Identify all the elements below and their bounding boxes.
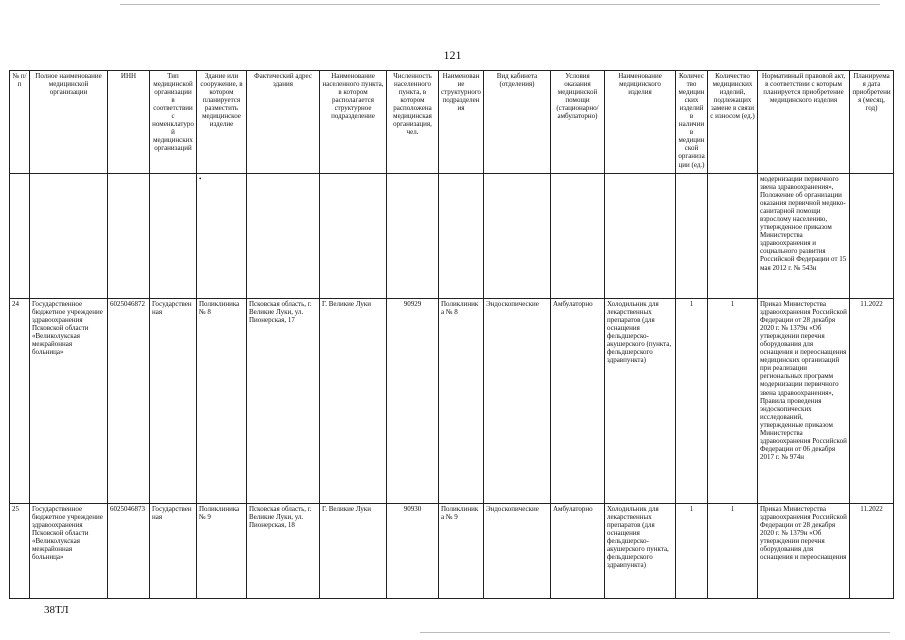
page-footer-code: 38ТЛ [44, 604, 69, 616]
equipment-table [9, 70, 894, 599]
col-header-building: Здание или сооружение, в котором планируется разместить медицинское изделие [197, 71, 247, 174]
table-row [10, 299, 894, 504]
cell-qty-available: 1 [676, 299, 708, 504]
cell-settlement: Г. Великие Луки [320, 504, 387, 599]
table-row [10, 504, 894, 599]
table-header-row [10, 71, 894, 174]
col-header-qty-available: Количество медицинских изделий в наличии в медицинской организации (ед.) [676, 71, 708, 174]
col-header-date: Планируемая дата приобретения (месяц, год) [850, 71, 894, 174]
cell-num: 25 [10, 504, 30, 599]
col-header-org: Полное наименование медицинской организации [30, 71, 108, 174]
cell-address: Псковская область, г. Великие Луки, ул. Пионерская, 18 [247, 504, 320, 599]
cell-regulation: модернизации первичного звена здравоохранения», Положение об организации оказания первичной медико-санитарной помощи взрослому населению, утвержденное приказом Министерства здравоохранения и социального развития Российской Федерации от 15 мая 2012 г. № 543н [758, 174, 850, 299]
cell-qty-available: 1 [676, 504, 708, 599]
page-number: 121 [443, 48, 462, 62]
cell-conditions: Амбулаторно [551, 299, 605, 504]
cell-org: Государственное бюджетное учреждение здравоохранения Псковской области «Великолукская межрайонная больница» [30, 504, 108, 599]
col-header-type: Тип медицинской организации в соответствии с номенклатурой медицинских организаций [150, 71, 197, 174]
cell-settlement: Г. Великие Луки [320, 299, 387, 504]
cell-date: 11.2022 [850, 299, 894, 504]
cell-device: Холодильник для лекарственных препаратов (для оснащения фельдшерско-акушерского (пункта, фельдшерского здравпункта) [605, 299, 676, 504]
cell-division: Поликлиника № 9 [439, 504, 484, 599]
cell-building: Поликлиника № 9 [197, 504, 247, 599]
cell-population: 90929 [387, 299, 439, 504]
cell-cabinet: Эндоскопические [484, 299, 551, 504]
cell-conditions: Амбулаторно [551, 504, 605, 599]
col-header-qty-replace: Количество медицинских изделий, подлежащих замене в связи с износом (ед.) [708, 71, 758, 174]
cell-division: Поликлиника № 8 [439, 299, 484, 504]
cell-type: Государственная [150, 299, 197, 504]
col-header-division: Наименование структурного подразделения [439, 71, 484, 174]
scan-edge-bottom [420, 632, 890, 633]
col-header-device: Наименование медицинского изделия [605, 71, 676, 174]
col-header-cabinet: Вид кабинета (отделения) [484, 71, 551, 174]
cell-inn: 6025046873 [108, 504, 150, 599]
col-header-conditions: Условия оказания медицинской помощи (стационарно/амбулаторно) [551, 71, 605, 174]
col-header-population: Численность населенного пункта, в котором расположена медицинская организация, чел. [387, 71, 439, 174]
cell-address: Псковская область, г. Великие Луки, ул. Пионерская, 17 [247, 299, 320, 504]
cell-qty-replace: 1 [708, 299, 758, 504]
cell-date: 11.2022 [850, 504, 894, 599]
scan-edge-top [120, 4, 880, 5]
cell-regulation: Приказ Министерства здравоохранения Российской Федерации от 28 декабря 2020 г. № 1379н «Об утверждении перечня оборудования для оснащения и переоснащения медицинских организаций при реализации региональных программ модернизации первичного звена здравоохранения», Правила проведения эндоскопических исследований, утвержденные приказом Министерства здравоохранения Российской Федерации от 06 декабря 2017 г. № 974н [758, 299, 850, 504]
cell-inn: 6025046872 [108, 299, 150, 504]
cell-type: Государственная [150, 504, 197, 599]
cell-num: 24 [10, 299, 30, 504]
col-header-settlement: Наименование населенного пункта, в котором располагается структурное подразделение [320, 71, 387, 174]
cell-population: 90930 [387, 504, 439, 599]
col-header-address: Фактический адрес здания [247, 71, 320, 174]
table-row-continuation [10, 174, 894, 299]
cell-org: Государственное бюджетное учреждение здравоохранения Псковской области «Великолукская межрайонная больница» [30, 299, 108, 504]
col-header-inn: ИНН [108, 71, 150, 174]
cell-cabinet: Эндоскопические [484, 504, 551, 599]
cell-qty-replace: 1 [708, 504, 758, 599]
cell-device: Холодильник для лекарственных препаратов (для оснащения фельдшерско-акушерского пункта, фельдшерского здравпункта) [605, 504, 676, 599]
col-header-regulation: Нормативный правовой акт, в соответствии с которым планируется приобретение медицинского изделия [758, 71, 850, 174]
cell-regulation: Приказ Министерства здравоохранения Российской Федерации от 28 декабря 2020 г. № 1379н «Об утверждении перечня оборудования для оснащения и переоснащения [758, 504, 850, 599]
col-header-num: № п/п [10, 71, 30, 174]
cell-building: Поликлиника № 8 [197, 299, 247, 504]
bullet-mark: • [197, 174, 247, 299]
